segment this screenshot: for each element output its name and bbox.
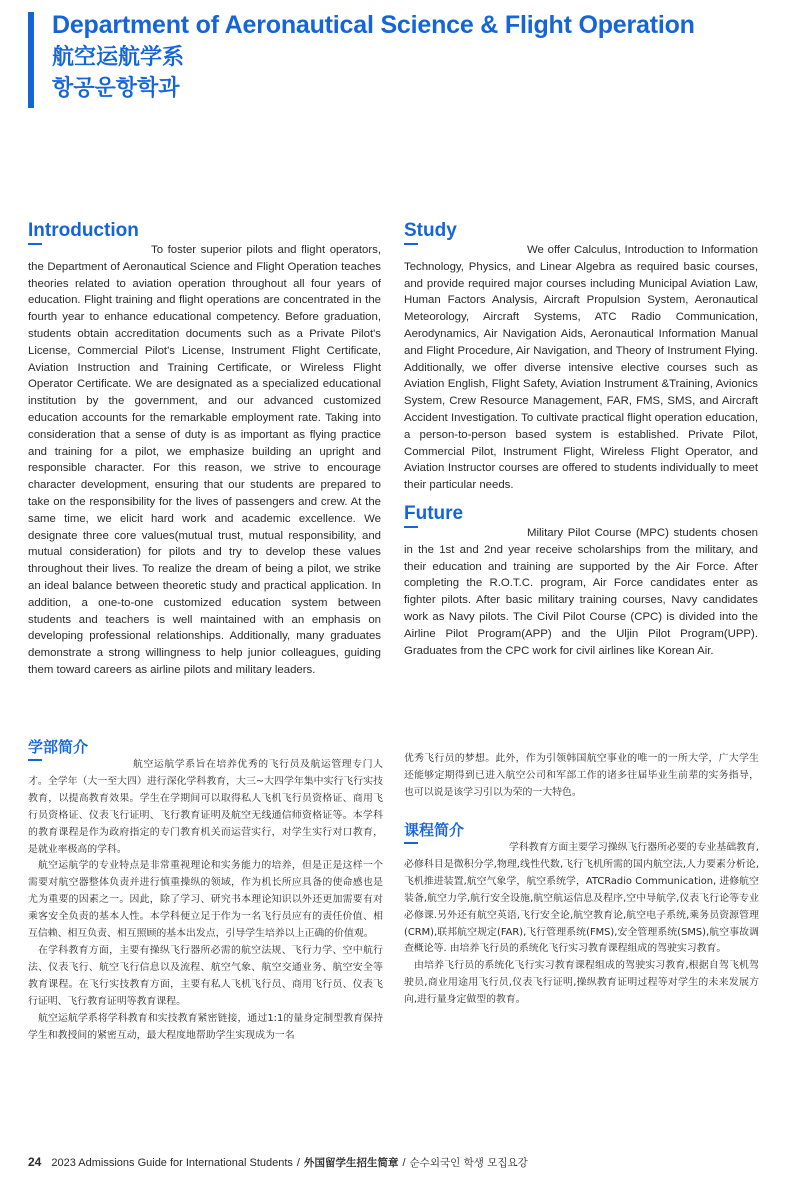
study-section bbox=[404, 220, 758, 494]
study-heading: Study bbox=[404, 220, 457, 241]
future-heading: Future bbox=[404, 503, 464, 524]
introduction-heading: Introduction bbox=[28, 220, 139, 241]
future-text: Military Pilot Course (MPC) students chosen in the 1st and 2nd year receive scholarships from the military, and their education and training are supported by the Air Force. After completing the R.O.T.C. program, Air Force candidates enter as fighter pilots. After basic military training courses, Navy candidates work as Navy pilots. The Civil Pilot Course (CPC) is divided into the Airline Pilot Program(APP) and the Uljin Pilot Program(UPP). Graduates from the CPC work for civil airlines like Korean Air. bbox=[404, 527, 758, 657]
chinese-intro-p3: 在学科教育方面，主要有操纵飞行器所必需的航空法规、飞行力学、空中航行法、仪表飞行、航空飞行信息以及流程、航空气象、航空交通业务、航空安全等教育课程。在飞行实技教育方面，主要有私人飞机飞行员、商用飞行员、仪表飞行证明、飞行教育证明等教育课程。 bbox=[28, 944, 383, 1007]
study-heading-rule bbox=[404, 243, 418, 245]
introduction-heading-rule bbox=[28, 243, 42, 245]
title-chinese: 航空运航学系 bbox=[52, 45, 185, 70]
chinese-intro-p2: 航空运航学的专业特点是非常重视理论和实务能力的培养，但是正是这样一个需要对航空器整体负责并进行慎重操纵的领域，作为机长所应具备的使命感也是尤为重要的因素之一。因此，除了学习、研究书本理论知识以外还更加需要有对乘客安全负责的基本人性。本学科便立足于作为一名飞行员应有的责任价值、相互信赖、相互负责、相互照顾的基本出发点，引导学生培养以上正确的价值观。 bbox=[28, 860, 383, 940]
footer-separator: / bbox=[296, 1157, 300, 1169]
chinese-courses-heading-rule bbox=[404, 842, 418, 844]
footer-guide-chinese: 外国留学生招生简章 bbox=[303, 1157, 399, 1169]
footer-guide-english: 2023 Admissions Guide for International Students bbox=[51, 1157, 293, 1169]
chinese-continued-section bbox=[404, 751, 759, 802]
chinese-courses-section bbox=[404, 820, 759, 1009]
title-accent-bar bbox=[28, 12, 34, 108]
chinese-intro-heading-rule bbox=[28, 759, 42, 761]
page-number: 24 bbox=[28, 1155, 42, 1169]
introduction-section bbox=[28, 220, 381, 679]
footer-guide-korean: 순수외국인 학생 모집요강 bbox=[409, 1157, 528, 1169]
chinese-courses-p1: 学科教育方面主要学习操纵飞行器所必要的专业基础教育,必修科目是微积分学,物理,线性代数,飞行飞机所需的国内航空法,人力要素分析论,飞机推进装置,航空气象学，航空系统学，ATCRadio Communication, 进修航空装备,航空力学,航行安全设施,航空航运信息及程序,空中导航学,仪表飞行论等专业必修课.另外还有航空英语,飞行安全论,航空教育论,航空电子系统,乘务员资源管理(CRM),联邦航空规定(FAR),飞行管理系统(FMS),安全管理系统(SMS),航空事故调查概论等. 由培养飞行员的系统化飞行实习教育课程组成的驾驶实习教育。 bbox=[404, 842, 760, 955]
chinese-intro-section bbox=[28, 737, 383, 1044]
title-english: Department of Aeronautical Science & Flight Operation bbox=[52, 11, 695, 39]
title-korean: 항공운항학과 bbox=[52, 76, 180, 101]
chinese-intro-p4-continued: 优秀飞行员的梦想。此外，作为引领韩国航空事业的唯一的一所大学，广大学生还能够定期得到已进入航空公司和军部工作的诸多往届毕业生前辈的实务指导，也可以说是该学习引以为荣的一大特色。 bbox=[404, 753, 759, 798]
page-title bbox=[52, 8, 792, 104]
chinese-courses-p2: 由培养飞行员的系统化飞行实习教育课程组成的驾驶实习教育,根据自驾飞机驾驶员,商业用途用飞行员,仪表飞行证明,操纵教育证明过程等对学生的未来发展方向,进行量身定做型的教育。 bbox=[404, 960, 759, 1006]
page-footer bbox=[28, 1154, 788, 1171]
chinese-intro-p1: 航空运航学系旨在培养优秀的飞行员及航运管理专门人才。全学年（大一至大四）进行深化学科教育，大三~大四学年集中实行飞行实技教育，以提高教育效果。学生在学期间可以取得私人飞机飞行员资格证、商用飞行员资格证、仪表飞行证明、飞行教育证明及航空无线通信师资格证等。本学科的教育课程是作为政府指定的专门教育机关而运营实行，对学生实行对口教育，是就业率极高的学科。 bbox=[28, 759, 383, 855]
chinese-intro-heading: 学部简介 bbox=[28, 738, 89, 756]
chinese-intro-p4: 航空运航学系将学科教育和实技教育紧密链接，通过1:1的量身定制型教育保持学生和教授间的紧密互动，最大程度地帮助学生实现成为一名 bbox=[28, 1012, 383, 1041]
chinese-courses-heading: 课程简介 bbox=[404, 821, 465, 839]
introduction-text: To foster superior pilots and flight operators, the Department of Aeronautical Science and Flight Operation teaches theories related to aviation operation throughout all four years of education. Flight training and flight operations are concentrated in the fourth year to enhance educational competency. Before graduation, students obtain accreditation documents such as a Private Pilot's License, Commercial Pilot's License, Instrument Flight Certificate, Aviation Instruction and Training Certificate, or Wireless Flight Operator Certificate. We are designated as a specialized educational institution by the government, and our advanced customized education accounts for the remarkable employment rate. Taking into consideration that a sense of duty is as important as flying practice and training for a pilot, we emphasize building an upright and responsible character. For this reason, we strive to encourage character development, ensuring that our students are prepared to take on the responsibility for the lives of passengers and crew. At the same time, we elicit hard work and academic excellence. We designate three core values(mutual trust, mutual responsibility, and mutual consideration) for pilots and try to develop these values throughout their lives. To realize the dream of being a pilot, we strike an ideal balance between theoretic study and practical application. In addition, a one-to-one customized education system between students and teachers is well maintained with an emphasis on developing professional relationships. Additionally, many graduates demonstrate a strong willingness to help junior colleagues, guiding them toward careers as airline pilots and military leaders. bbox=[28, 244, 381, 676]
study-text: We offer Calculus, Introduction to Information Technology, Physics, and Linear Algebra as required basic courses, and provide required major courses including Municipal Aviation Law, Human Factors Analysis, Aircraft Propulsion System, Aeronautical Meteorology, Aircraft Systems, ATC Radio Communication, Aerodynamics, Air Navigation Aids, Aeronautical Information Manual and Flight Procedure, Air Navigation, and Theory of Instrument Flying. Additionally, we offer diverse intensive elective courses such as Aviation English, Flight Safety, Aviation Instrument &Training, Avionics System, Crew Resource Management, FAR, FMS, SMS, and Aircraft Accident Investigation. To cultivate practical flight operation education, a person-to-person based system is established. Private Pilot, Commercial Pilot, Instrument Flight, Wireless Flight Operator, and Aviation Instructor courses are offered to students individually to meet their particular needs. bbox=[404, 244, 758, 492]
future-heading-rule bbox=[404, 526, 418, 528]
footer-separator: / bbox=[402, 1157, 406, 1169]
future-section bbox=[404, 503, 758, 659]
